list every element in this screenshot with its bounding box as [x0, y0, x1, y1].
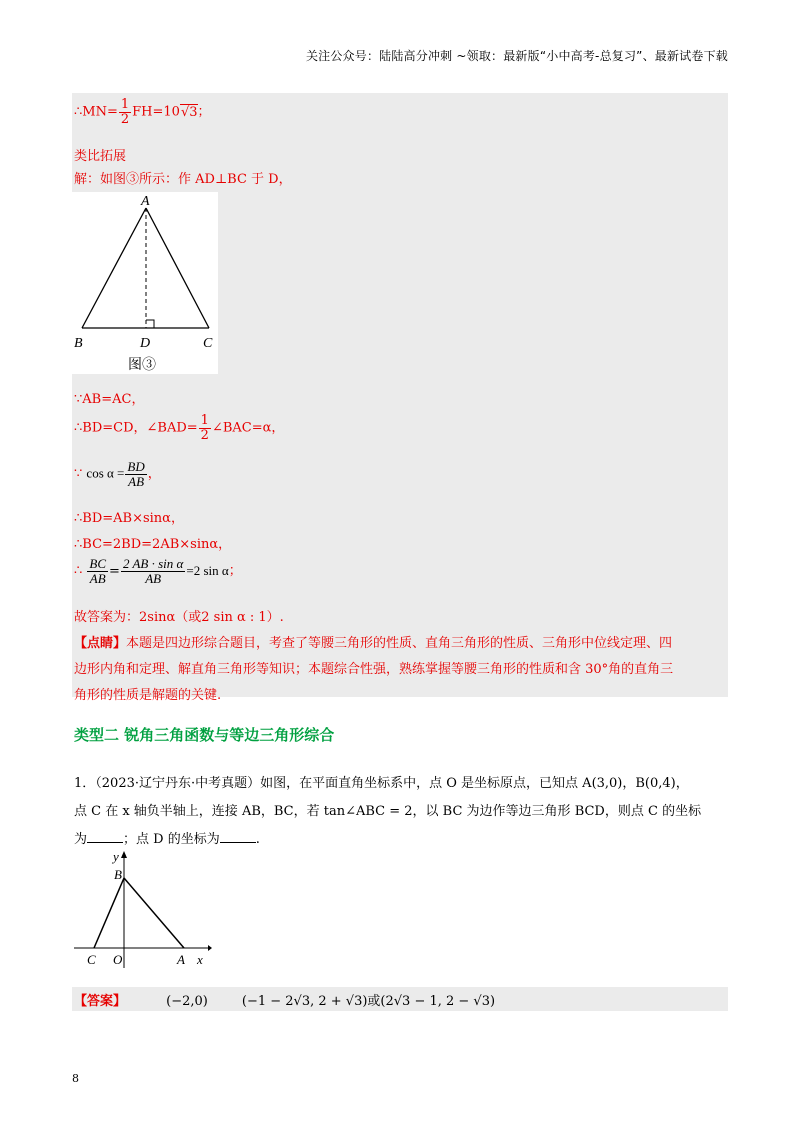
x-axis-arrow — [208, 945, 212, 951]
label-c: C — [203, 336, 213, 351]
triangle-diagram — [72, 192, 218, 374]
page-number: 8 — [72, 1072, 79, 1085]
answer-tag: 【答案】 — [74, 994, 127, 1009]
page-header: 关注公众号：陆陆高分冲刺 ~领取：最新版“小中高考-总复习”、最新试卷下载 — [305, 49, 728, 63]
mn-prefix: ∴MN= — [74, 104, 118, 120]
mn-sqrt-value: 3 — [189, 104, 198, 120]
answer-blank-d[interactable] — [220, 831, 256, 843]
origin-label: O — [113, 952, 123, 967]
cos-end: ， — [147, 466, 161, 482]
y-axis-arrow — [121, 851, 127, 858]
side-ab — [82, 208, 146, 328]
point-a-label: A — [177, 952, 185, 967]
mn-end: ； — [197, 104, 211, 120]
ratio-frac-1 — [87, 557, 108, 585]
ratio-den-1: AB — [89, 570, 106, 586]
half-fraction — [199, 414, 211, 442]
question-line-2: 点 C 在 x 轴负半轴上，连接 AB，BC，若 tan∠ABC = 2，以 BC 为边作等边三角形 BCD，则点 C 的坐标 — [74, 804, 702, 819]
ratio-result: =2 sin α — [186, 562, 229, 578]
answer-value-1: (−2,0) — [166, 994, 208, 1009]
ratio-num-1: BC — [89, 556, 107, 571]
cos-expr: cos α = — [86, 465, 125, 481]
segment-bc — [94, 878, 124, 948]
cos-num: BD — [127, 459, 145, 474]
ratio-expr — [86, 556, 229, 586]
line-bd-sin: ∴BD=AB×sinα， — [74, 511, 184, 526]
figure-3 — [72, 192, 218, 374]
mn-frac-num: 1 — [120, 97, 130, 112]
label-b: B — [74, 336, 83, 351]
x-label: x — [197, 952, 203, 967]
comment-tag: 【点睛】 — [74, 636, 127, 651]
solve-intro: 解：如图③所示：作 AD⊥BC 于 D， — [74, 172, 292, 187]
bd-cd-text-b: ∠BAC=α， — [211, 420, 285, 436]
label-a: A — [141, 194, 150, 209]
ratio-eq: = — [109, 563, 120, 579]
q3-text-c: . — [255, 832, 260, 847]
line-bc-sin: ∴BC=2BD=2AB×sinα， — [74, 537, 232, 552]
ratio-line — [74, 557, 242, 585]
cos-den: AB — [128, 473, 145, 489]
mn-line — [74, 98, 211, 126]
q3-text-b: ；点 D 的坐标为 — [123, 832, 220, 847]
ratio-prefix: ∴ — [74, 563, 83, 579]
side-ac — [146, 208, 209, 328]
final-answer: 故答案为：2sinα（或2 sin α : 1）. — [74, 610, 284, 625]
mn-sqrt: √3 — [180, 104, 198, 120]
question-line-1: 1．（2023·辽宁丹东·中考真题）如图，在平面直角坐标系中，点 O 是坐标原点，已知点 A(3,0)，B(0,4)， — [74, 776, 689, 791]
comment-line-3: 角形的性质是解题的关键. — [74, 688, 222, 703]
half-num: 1 — [200, 413, 209, 428]
q3-text-a: 为 — [74, 832, 88, 847]
answer-value-2: (−1 − 2√3, 2 + √3)或(2√3 − 1, 2 − √3) — [241, 994, 496, 1009]
right-angle-mark — [146, 320, 154, 328]
answer-blank-c[interactable] — [87, 831, 123, 843]
comment-line-1 — [74, 632, 672, 651]
mn-fraction — [119, 98, 131, 126]
cos-prefix: ∵ — [74, 466, 83, 482]
comment-text-1: 本题是四边形综合题目，考查了等腰三角形的性质、直角三角形的性质、三角形中位线定理、四 — [126, 636, 673, 651]
ratio-num-2: 2 AB · sin α — [122, 556, 184, 571]
line-ab-ac: ∵AB=AC， — [74, 392, 145, 407]
point-b-label: B — [114, 867, 122, 882]
figure-caption: 图③ — [128, 358, 156, 373]
bd-cd-text-a: ∴BD=CD，∠BAD= — [74, 420, 198, 436]
comment-line-2: 边形内角和定理、解直角三角形等知识；本题综合性强，熟练掌握等腰三角形的性质和含 30°角的直角三 — [74, 662, 674, 677]
mn-frac-den: 2 — [120, 111, 130, 127]
segment-ab — [124, 878, 184, 948]
analogy-title: 类比拓展 — [74, 149, 127, 164]
cos-fraction — [125, 460, 146, 488]
label-d: D — [140, 336, 151, 351]
half-den: 2 — [200, 427, 209, 443]
mn-mid: FH=10 — [132, 104, 180, 120]
line-bd-cd — [74, 414, 284, 442]
answer-line — [74, 990, 495, 1009]
section-title: 类型二 锐角三角函数与等边三角形综合 — [74, 726, 335, 744]
ratio-frac-2 — [121, 557, 185, 585]
coordinate-graph — [72, 848, 212, 972]
question-line-3 — [74, 828, 260, 847]
ratio-end: ； — [228, 563, 242, 579]
ratio-den-2: AB — [145, 570, 162, 586]
y-label: y — [113, 849, 119, 864]
cos-line — [74, 460, 161, 488]
point-c-label: C — [87, 952, 96, 967]
